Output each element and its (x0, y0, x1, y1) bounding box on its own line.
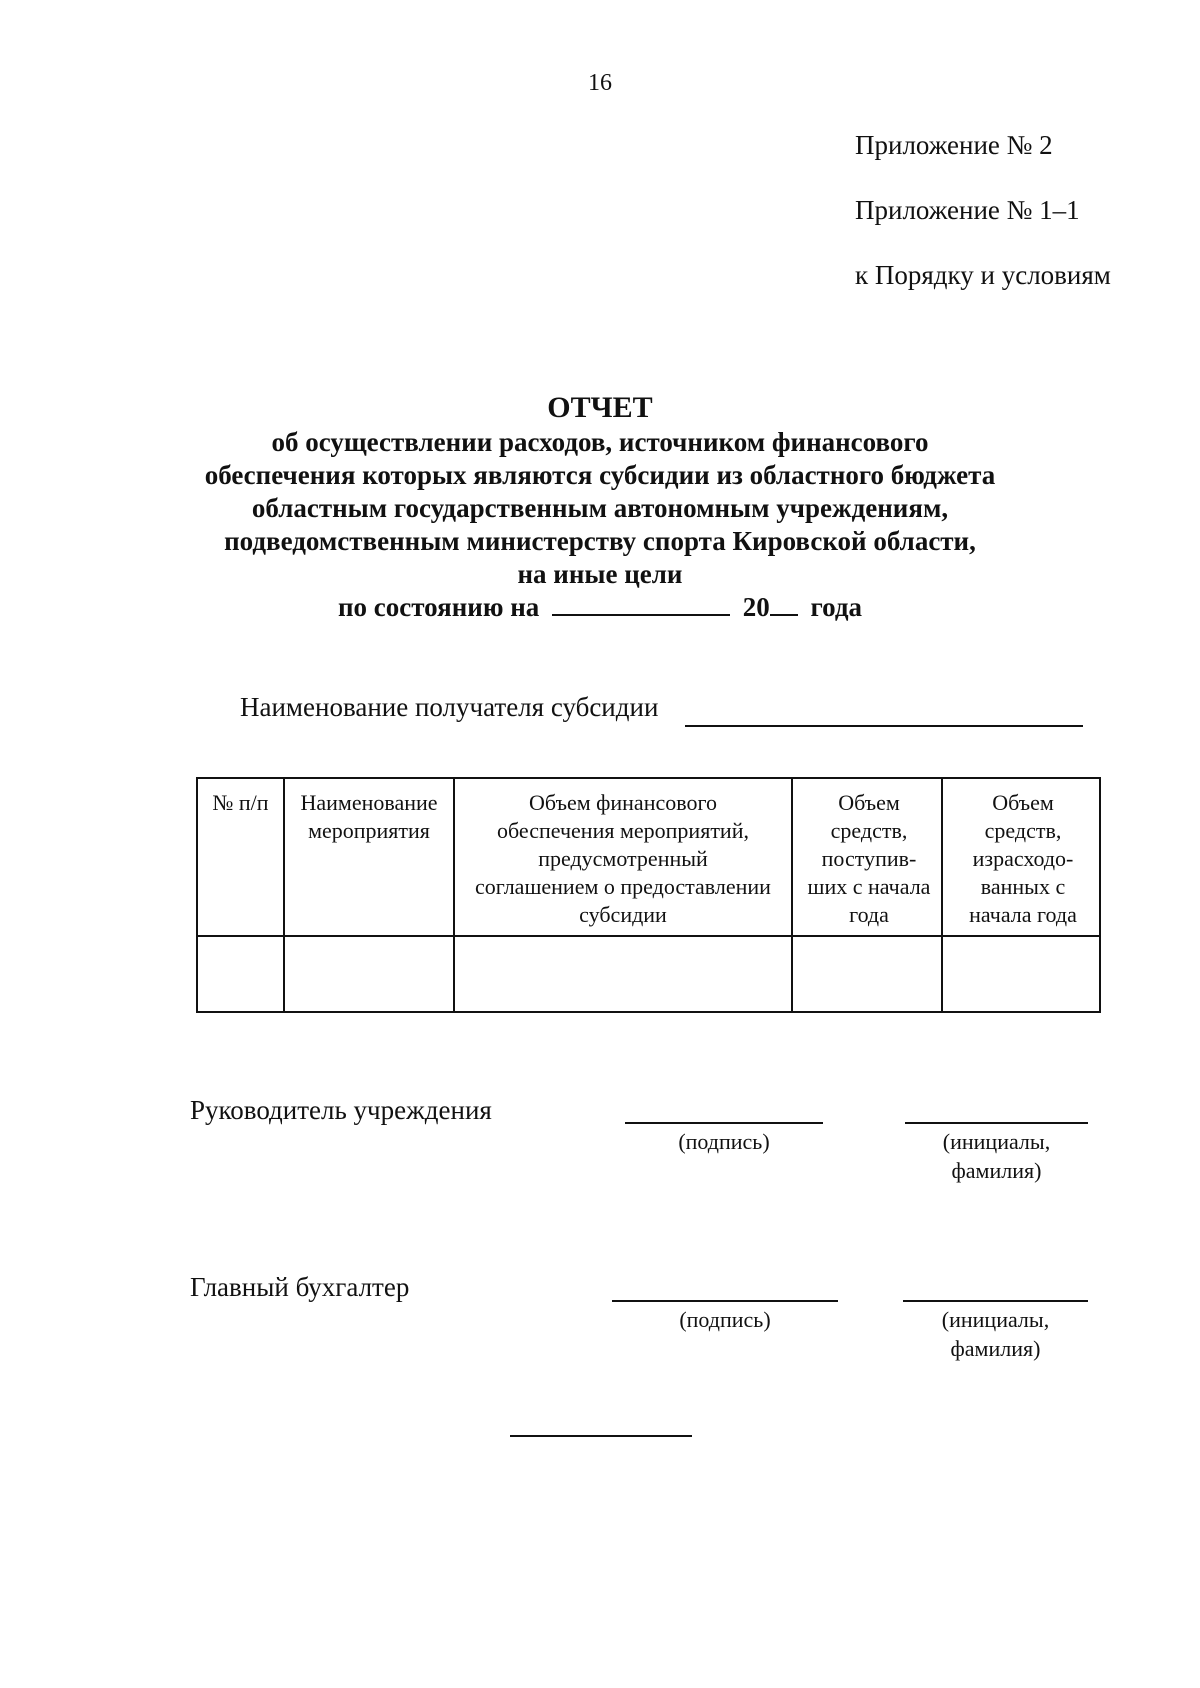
date-suffix: года (810, 592, 863, 622)
accountant-signature-caption: (подпись) (679, 1307, 771, 1332)
head-signature-label: Руководитель учреждения (190, 1095, 492, 1125)
head-signature-line (625, 1122, 823, 1124)
table-cell (792, 936, 942, 1012)
appendix-line-1: Приложение № 2 (855, 130, 1053, 160)
appendix-line-2: Приложение № 1–1 (855, 195, 1080, 225)
accountant-signature-line (612, 1300, 838, 1302)
report-date-line (0, 591, 1200, 624)
head-name-caption-line-2: фамилия) (951, 1158, 1042, 1183)
closing-rule (510, 1435, 692, 1437)
page-number: 16 (588, 70, 612, 96)
column-header-number: № п/п (197, 778, 284, 936)
head-name-line (905, 1122, 1088, 1124)
title-line-3: областным государственным автономным учреждениям, (251, 493, 949, 523)
column-header-spent-funds: Объем средств, израсходо-ванных с начала года (942, 778, 1100, 936)
column-header-planned-funding: Объем финансового обеспечения мероприятий, предусмотренный соглашением о предоставлении субсидии (454, 778, 792, 936)
year-blank (770, 592, 798, 616)
accountant-name-caption (903, 1305, 1088, 1363)
accountant-name-caption-line-1: (инициалы, (941, 1307, 1050, 1332)
table-cell (197, 936, 284, 1012)
recipient-blank-line (685, 725, 1083, 727)
date-prefix: по состоянию на (337, 592, 540, 622)
accountant-name-caption-line-2: фамилия) (950, 1336, 1041, 1361)
date-year-prefix: 20 (742, 592, 770, 622)
head-name-caption (905, 1127, 1088, 1185)
table-cell (942, 936, 1100, 1012)
table-cell (454, 936, 792, 1012)
title-line-4: подведомственным министерству спорта Кировской области, (224, 526, 976, 556)
table-cell (284, 936, 454, 1012)
appendix-line-3: к Порядку и условиям (855, 260, 1111, 290)
recipient-label: Наименование получателя субсидии (240, 692, 659, 722)
column-header-event-name: Наименование мероприятия (284, 778, 454, 936)
report-heading: ОТЧЕТ (547, 391, 653, 424)
report-table (196, 777, 1101, 1013)
accountant-signature-label: Главный бухгалтер (190, 1272, 410, 1302)
report-title-block (0, 390, 1200, 624)
head-name-caption-line-1: (инициалы, (942, 1129, 1051, 1154)
title-line-2: обеспечения которых являются субсидии из областного бюджета (204, 460, 996, 490)
table-row (197, 936, 1100, 1012)
title-line-5: на иные цели (517, 559, 683, 589)
accountant-name-line (903, 1300, 1088, 1302)
head-signature-caption: (подпись) (678, 1129, 770, 1154)
date-blank (552, 592, 730, 616)
title-line-1: об осуществлении расходов, источником финансового (271, 427, 929, 457)
table-header-row (197, 778, 1100, 936)
column-header-received-funds: Объем средств, поступив-ших с начала года (792, 778, 942, 936)
